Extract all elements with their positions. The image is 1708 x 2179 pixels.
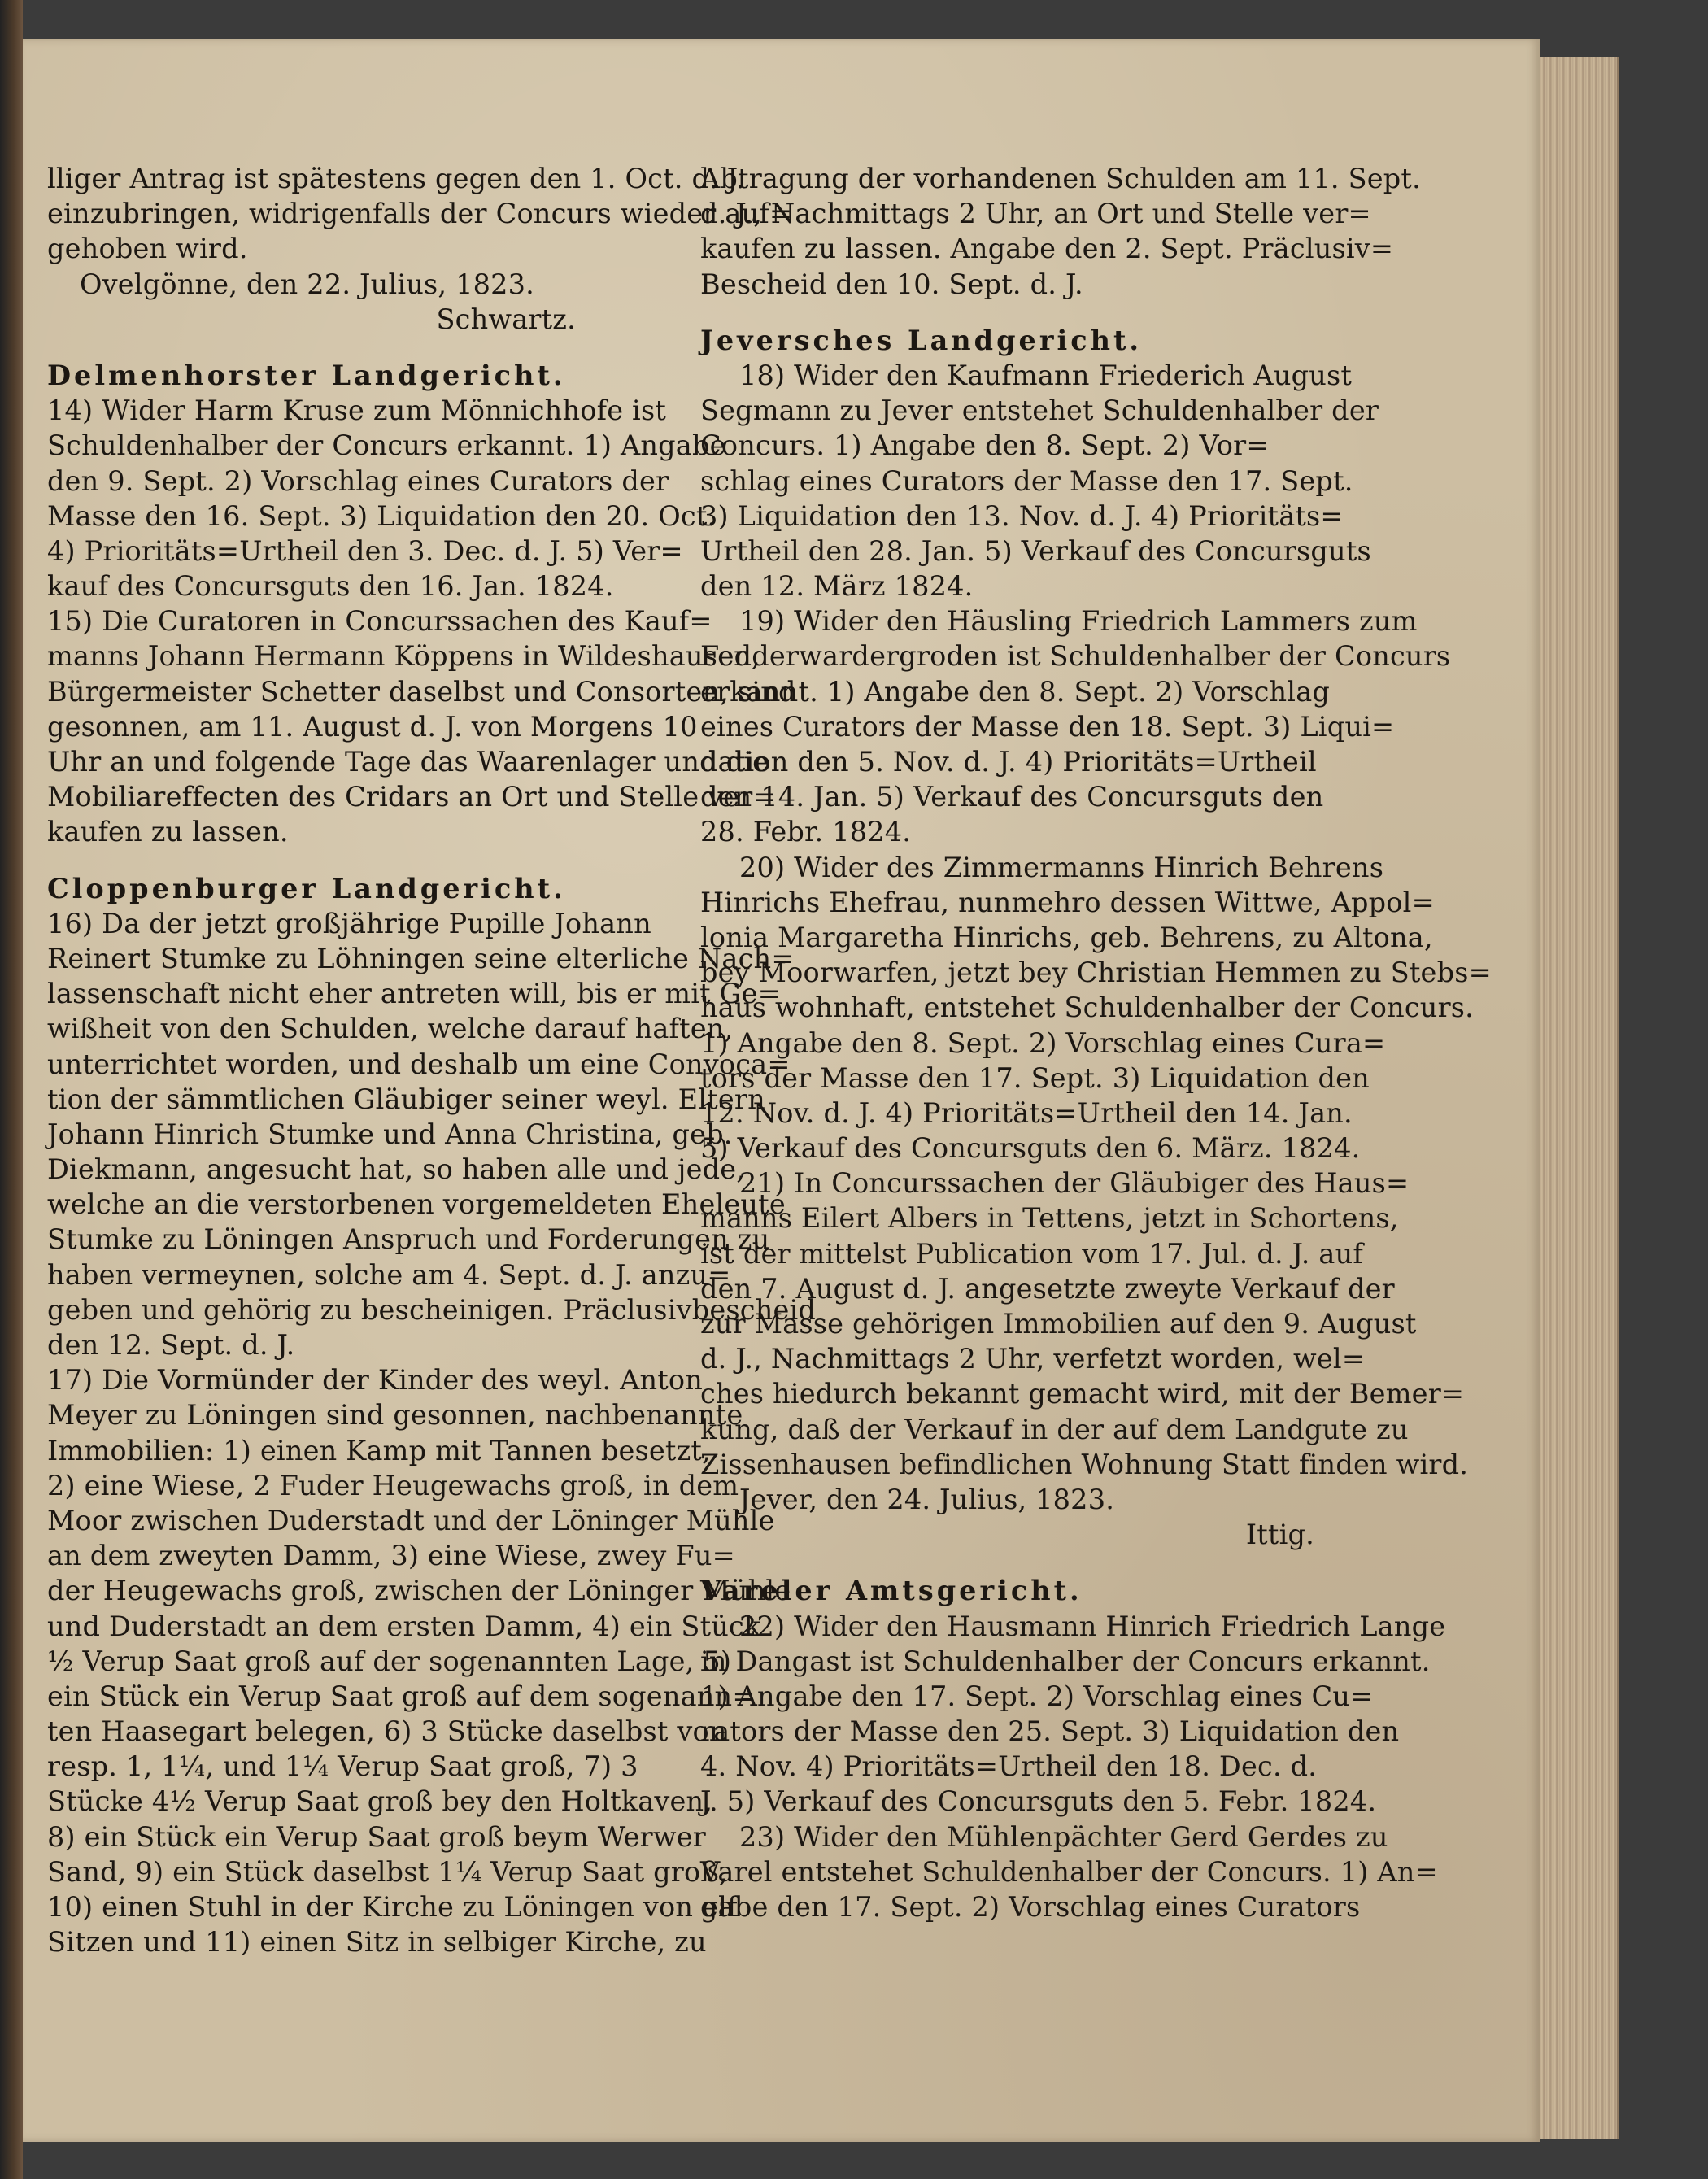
text-line: Concurs. 1) Angabe den 8. Sept. 2) Vor=	[700, 429, 1270, 462]
text-line: eines Curators der Masse den 18. Sept. 3) Liqui=	[700, 710, 1395, 743]
text-line: 18) Wider den Kaufmann Friederich August	[739, 359, 1353, 391]
text-line: an dem zweyten Damm, 3) eine Wiese, zwey Fu=	[47, 1540, 735, 1572]
text-line: einzubringen, widrigenfalls der Concurs wieder auf=	[47, 198, 793, 230]
text-line: 3) Liquidation den 13. Nov. d. J. 4) Prioritäts=	[700, 499, 1344, 532]
text-line: der Heugewachs groß, zwischen der Löninger Mühle	[47, 1575, 791, 1607]
text-line: Stumke zu Löningen Anspruch und Forderungen zu	[47, 1223, 770, 1256]
text-line: den 12. März 1824.	[700, 570, 974, 603]
text-line: ½ Verup Saat groß auf der sogenannten Lage, 5)	[47, 1645, 732, 1677]
text-line: kaufen zu lassen.	[47, 816, 289, 848]
text-line: wißheit von den Schulden, welche darauf haften,	[47, 1013, 734, 1045]
text-line: zur Masse gehörigen Immobilien auf den 9. August	[700, 1308, 1417, 1340]
text-line: Segmann zu Jever entstehet Schuldenhalber der	[700, 394, 1379, 427]
text-line: Ovelgönne, den 22. Julius, 1823.	[80, 268, 535, 300]
text-line: ist der mittelst Publication vom 17. Jul. d. J. auf	[700, 1237, 1363, 1270]
section-heading: Jeversches Landgericht.	[700, 324, 1143, 356]
text-line: Moor zwischen Duderstadt und der Löninger Mühle	[47, 1504, 775, 1536]
text-line: 4) Prioritäts=Urtheil den 3. Dec. d. J. 5) Ver=	[47, 534, 683, 567]
text-line: gesonnen, am 11. August d. J. von Morgens 10	[47, 710, 698, 743]
text-line: 4. Nov. 4) Prioritäts=Urtheil den 18. Dec. d.	[700, 1750, 1318, 1783]
signature: Ittig.	[1245, 1519, 1314, 1551]
text-line: 21) In Concurssachen der Gläubiger des Haus=	[739, 1167, 1410, 1200]
text-line: manns Eilert Albers in Tettens, jetzt in Schortens,	[700, 1202, 1399, 1235]
text-line: 15) Die Curatoren in Concurssachen des Kauf=	[47, 605, 712, 638]
book-binding	[0, 0, 23, 2179]
text-line: rators der Masse den 25. Sept. 3) Liquidation den	[700, 1715, 1400, 1748]
section-heading: Cloppenburger Landgericht.	[47, 872, 566, 904]
text-line: schlag eines Curators der Masse den 17. Sept.	[700, 464, 1353, 497]
text-line: Meyer zu Löningen sind gesonnen, nachbenannte	[47, 1399, 743, 1432]
text-line: Bescheid den 10. Sept. d. J.	[700, 268, 1083, 300]
text-line: Mobiliareffecten des Cridars an Ort und Stelle ver=	[47, 781, 776, 813]
section-heading: Delmenhorster Landgericht.	[47, 359, 566, 391]
text-line: Immobilien: 1) einen Kamp mit Tannen besetzt,	[47, 1434, 711, 1466]
text-line: kung, daß der Verkauf in der auf dem Landgute zu	[700, 1413, 1409, 1445]
page-surface	[23, 39, 1540, 2142]
text-line: Jever, den 24. Julius, 1823.	[739, 1483, 1115, 1515]
text-line: gabe den 17. Sept. 2) Vorschlag eines Curators	[700, 1891, 1361, 1923]
text-line: Stücke 4½ Verup Saat groß bey den Holtkaven,	[47, 1785, 713, 1818]
text-line: kauf des Concursguts den 16. Jan. 1824.	[47, 570, 614, 603]
text-line: den 7. August d. J. angesetzte zweyte Verkauf der	[700, 1272, 1395, 1305]
right-column	[700, 161, 1492, 1924]
text-line: 8) ein Stück ein Verup Saat groß beym Werwer	[47, 1820, 707, 1853]
text-line: welche an die verstorbenen vorgemeldeten Eheleute	[47, 1188, 786, 1221]
text-line: 20) Wider des Zimmermanns Hinrich Behrens	[739, 851, 1384, 883]
text-line: erkannt. 1) Angabe den 8. Sept. 2) Vorschlag	[700, 675, 1331, 708]
page-edges	[1540, 57, 1619, 2139]
text-line: 5) Verkauf des Concursguts den 6. März. 1824.	[700, 1132, 1361, 1165]
section-heading: Vareler Amtsgericht.	[700, 1575, 1083, 1607]
text-line: lliger Antrag ist spätestens gegen den 1. Oct. d. J.	[47, 163, 745, 194]
text-line: 14) Wider Harm Kruse zum Mönnichhofe ist	[47, 394, 667, 427]
text-line: Johann Hinrich Stumke und Anna Christina, geb.	[47, 1118, 733, 1150]
text-line: tion der sämmtlichen Gläubiger seiner weyl. Eltern	[47, 1083, 765, 1115]
text-line: haben vermeynen, solche am 4. Sept. d. J. anzu=	[47, 1258, 731, 1291]
text-line: Bürgermeister Schetter daselbst und Consorten, sind	[47, 675, 796, 708]
text-line: Reinert Stumke zu Löhningen seine elterliche Nach=	[47, 942, 795, 974]
text-line: J. 5) Verkauf des Concursguts den 5. Febr. 1824.	[700, 1785, 1377, 1818]
text-line: Uhr an und folgende Tage das Waarenlager und die	[47, 746, 769, 778]
text-line: 19) Wider den Häusling Friedrich Lammers zum	[739, 605, 1418, 638]
text-line: 2) eine Wiese, 2 Fuder Heugewachs groß, in dem	[47, 1469, 739, 1501]
text-line: Sand, 9) ein Stück daselbst 1¼ Verup Saat groß,	[47, 1855, 728, 1888]
text-line: Abtragung der vorhandenen Schulden am 11. Sept.	[700, 163, 1421, 194]
text-line: ten Haasegart belegen, 6) 3 Stücke daselbst von	[47, 1715, 727, 1748]
text-line: 1) Angabe den 17. Sept. 2) Vorschlag eines Cu=	[700, 1680, 1374, 1712]
text-line: manns Johann Hermann Köppens in Wildeshausen,	[47, 640, 760, 673]
text-line: tors der Masse den 17. Sept. 3) Liquidation den	[700, 1061, 1370, 1094]
text-line: lonia Margaretha Hinrichs, geb. Behrens, zu Altona,	[700, 921, 1433, 953]
text-line: 10) einen Stuhl in der Kirche zu Löningen von elf	[47, 1891, 738, 1923]
text-line: ches hiedurch bekannt gemacht wird, mit der Bemer=	[700, 1378, 1465, 1410]
text-line: d. J., Nachmittags 2 Uhr, an Ort und Stelle ver=	[700, 198, 1371, 230]
text-line: bey Moorwarfen, jetzt bey Christian Hemmen zu Stebs=	[700, 957, 1492, 989]
text-line: Varel entstehet Schuldenhalber der Concurs. 1) An=	[700, 1855, 1438, 1888]
text-line: 17) Die Vormünder der Kinder des weyl. Anton	[47, 1364, 704, 1397]
text-line: den 9. Sept. 2) Vorschlag eines Curators der	[47, 464, 669, 497]
text-line: geben und gehörig zu bescheinigen. Präclusivbescheid	[47, 1293, 817, 1326]
text-line: Urtheil den 28. Jan. 5) Verkauf des Concursguts	[700, 534, 1371, 567]
text-line: Schuldenhalber der Concurs erkannt. 1) Angabe	[47, 429, 726, 462]
text-line: d. J., Nachmittags 2 Uhr, verfetzt worden, wel=	[700, 1343, 1366, 1375]
text-line: den 14. Jan. 5) Verkauf des Concursguts den	[700, 781, 1324, 813]
text-line: in Dangast ist Schuldenhalber der Concurs erkannt.	[700, 1645, 1431, 1677]
text-line: 23) Wider den Mühlenpächter Gerd Gerdes zu	[739, 1820, 1388, 1853]
text-line: unterrichtet worden, und deshalb um eine Convoca=	[47, 1048, 791, 1080]
text-line: Hinrichs Ehefrau, nunmehro dessen Wittwe, Appol=	[700, 886, 1435, 918]
text-line: den 12. Sept. d. J.	[47, 1329, 295, 1361]
text-line: 28. Febr. 1824.	[700, 816, 912, 848]
text-line: dation den 5. Nov. d. J. 4) Prioritäts=Urtheil	[700, 746, 1317, 778]
text-line: 1) Angabe den 8. Sept. 2) Vorschlag eines Cura=	[700, 1026, 1386, 1059]
text-line: Fedderwardergroden ist Schuldenhalber der Concurs	[700, 640, 1451, 673]
text-line: 12. Nov. d. J. 4) Prioritäts=Urtheil den 14. Jan.	[700, 1096, 1353, 1129]
text-line: lassenschaft nicht eher antreten will, bis er mit Ge=	[47, 978, 781, 1010]
signature: Schwartz.	[436, 303, 576, 335]
text-line: kaufen zu lassen. Angabe den 2. Sept. Präclusiv=	[700, 233, 1394, 265]
text-line: Diekmann, angesucht hat, so haben alle und jede,	[47, 1153, 746, 1186]
text-line: ein Stück ein Verup Saat groß auf dem sogenann=	[47, 1680, 756, 1712]
text-line: 22) Wider den Hausmann Hinrich Friedrich Lange	[739, 1610, 1446, 1642]
text-line: 16) Da der jetzt großjährige Pupille Johann	[47, 907, 651, 939]
text-line: resp. 1, 1¼, und 1¼ Verup Saat groß, 7) 3	[47, 1750, 638, 1783]
text-line: Sitzen und 11) einen Sitz in selbiger Kirche, zu	[47, 1926, 707, 1959]
text-line: Zissenhausen befindlichen Wohnung Statt finden wird.	[700, 1448, 1469, 1480]
text-line: und Duderstadt an dem ersten Damm, 4) ein Stück	[47, 1610, 761, 1642]
text-line: Masse den 16. Sept. 3) Liquidation den 20. Oct.	[47, 499, 717, 532]
text-line: gehoben wird.	[47, 233, 248, 265]
text-line: haus wohnhaft, entstehet Schuldenhalber der Concurs.	[700, 991, 1475, 1024]
